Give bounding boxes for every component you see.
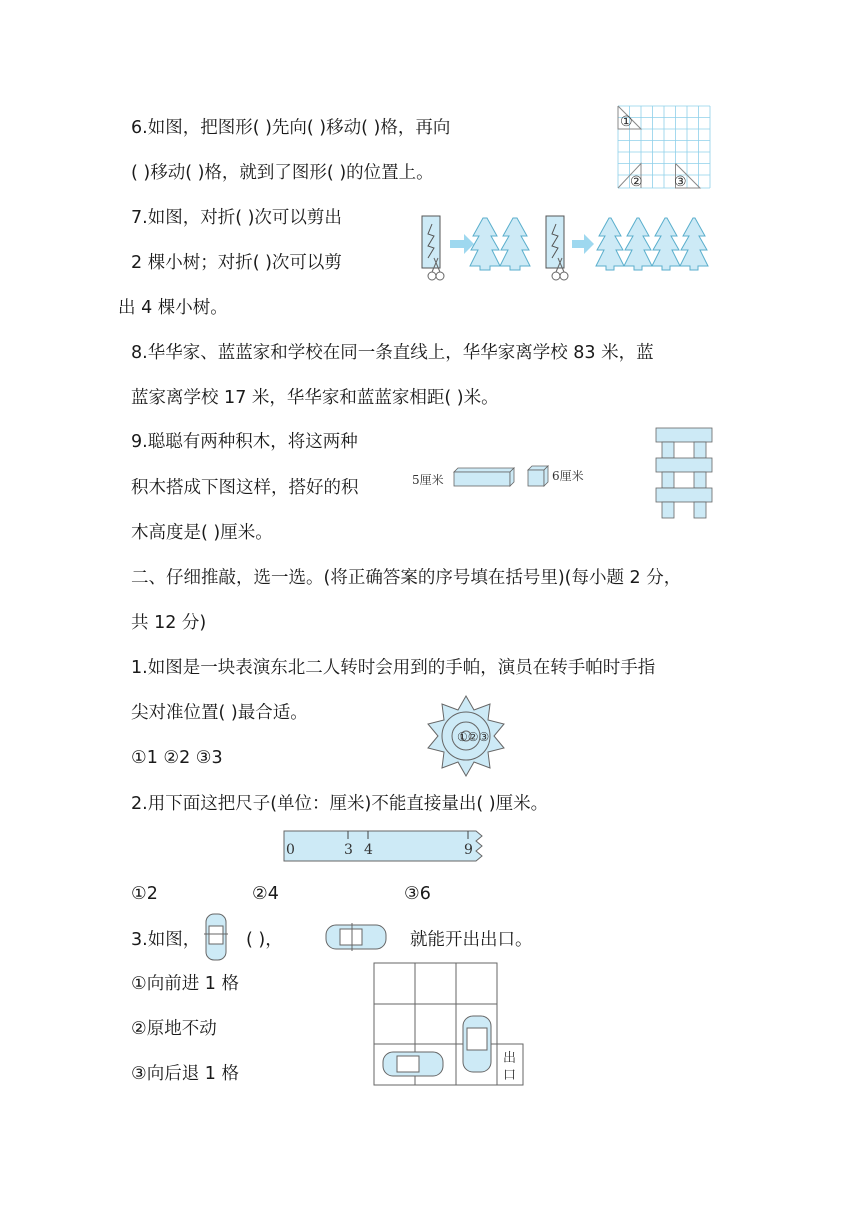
- s2q2-line1: 2.用下面这把尺子(单位：厘米)不能直接量出( )厘米。: [131, 794, 549, 814]
- exit-label-bottom: 口: [503, 1068, 517, 1083]
- s2q3-option-2: ②原地不动: [131, 1019, 217, 1039]
- q7-line1: 7.如图，对折( )次可以剪出: [131, 208, 342, 228]
- q6-line1: 6.如图，把图形( )先向( )移动( )格，再向: [131, 118, 451, 138]
- s2q3-option-1: ①向前进 1 格: [131, 974, 239, 994]
- q6-line2: ( )移动( )格，就到了图形( )的位置上。: [131, 163, 434, 183]
- stacked-blocks-icon: [656, 428, 712, 518]
- q9-blocks-figure: [410, 422, 730, 522]
- q9-line2: 积木搭成下图这样，搭好的积: [131, 478, 359, 498]
- section2-heading-line1: 二、仔细推敲，选一选。(将正确答案的序号填在括号里)(每小题 2 分，: [131, 568, 682, 588]
- q9-short-block-label: 6厘米: [552, 469, 584, 483]
- q9-long-block-label: 5厘米: [412, 473, 444, 487]
- car-horizontal-icon: [324, 921, 388, 953]
- car-in-grid-horizontal-icon: [383, 1052, 443, 1076]
- long-block-icon: [454, 468, 514, 486]
- ruler-figure: [282, 829, 488, 863]
- q8-line1: 8.华华家、蓝蓝家和学校在同一条直线上，华华家离学校 83 米，蓝: [131, 343, 654, 363]
- folded-paper-icon: [422, 216, 444, 280]
- q6-fig-label-1: ①: [620, 114, 633, 130]
- section2-heading-line2: 共 12 分): [131, 613, 207, 633]
- ruler-tick-3: 3: [344, 842, 353, 858]
- s2q1-line2: 尖对准位置( )最合适。: [131, 703, 308, 723]
- q7-paper-cut-figure: [420, 214, 710, 292]
- q7-line3: 出 4 棵小树。: [118, 298, 228, 318]
- ruler-tick-0: 0: [286, 842, 295, 858]
- s2q2-option-2: ②4: [252, 884, 279, 904]
- q9-line3: 木高度是( )厘米。: [131, 523, 273, 543]
- handkerchief-position-labels: ①②③: [457, 730, 490, 744]
- s2q2-option-1: ①2: [131, 884, 158, 904]
- ruler-tick-4: 4: [364, 842, 373, 858]
- trees-4-icon: [596, 218, 708, 270]
- s2q3-option-3: ③向后退 1 格: [131, 1064, 239, 1084]
- q6-grid-figure: [618, 106, 710, 189]
- arrow-icon: [572, 234, 594, 254]
- trees-2-icon: [470, 218, 530, 270]
- folded-paper-icon: [546, 216, 568, 280]
- car-vertical-icon: [202, 912, 230, 962]
- s2q1-line1: 1.如图是一块表演东北二人转时会用到的手帕，演员在转手帕时手指: [131, 658, 656, 678]
- q6-fig-label-2: ②: [630, 174, 643, 190]
- s2q1-options: ①1 ②2 ③3: [131, 748, 223, 768]
- q6-fig-label-3: ③: [674, 174, 687, 190]
- q7-line2: 2 棵小树；对折( )次可以剪: [131, 253, 342, 273]
- arrow-icon: [450, 234, 474, 254]
- ruler-tick-9: 9: [464, 842, 473, 858]
- parking-grid-figure: [373, 962, 527, 1088]
- q8-line2: 蓝家离学校 17 米，华华家和蓝蓝家相距( )米。: [131, 388, 499, 408]
- s2q3-intro-a: 3.如图，: [131, 930, 201, 950]
- s2q3-intro-c: 就能开出出口。: [410, 930, 533, 950]
- exit-label-top: 出: [503, 1051, 517, 1066]
- s2q3-intro-b: ( )，: [246, 930, 283, 950]
- car-in-grid-vertical-icon: [463, 1016, 491, 1072]
- s2q2-option-3: ③6: [404, 884, 431, 904]
- short-block-icon: [528, 466, 548, 486]
- q9-line1: 9.聪聪有两种积木，将这两种: [131, 432, 358, 452]
- handkerchief-figure: [424, 694, 508, 778]
